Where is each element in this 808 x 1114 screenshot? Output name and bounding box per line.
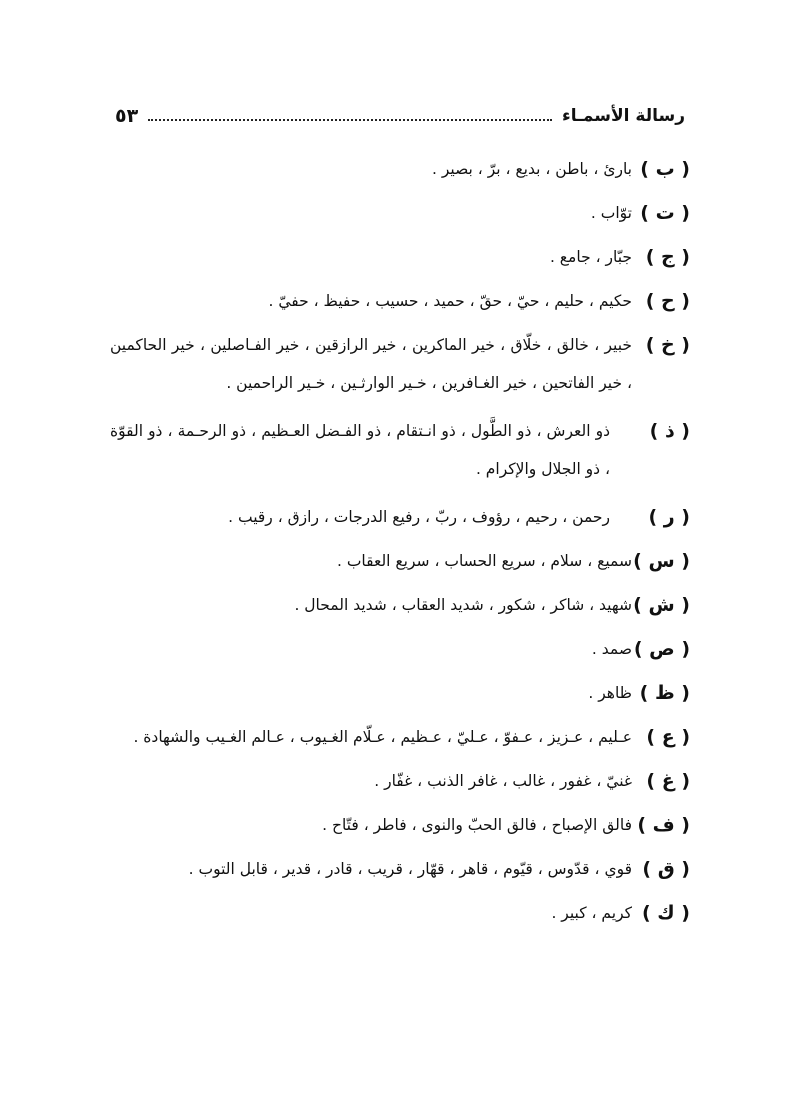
entry-text: عـليم ، عـزيز ، عـفوّ ، عـليّ ، عـظيم ، عـلّام الغـيوب ، عـالم الغـيب والشهادة . [133, 728, 632, 746]
entry-letter: ( ج ) [645, 246, 690, 268]
list-item [110, 762, 690, 800]
list-item [110, 894, 690, 932]
entry-text: غنيّ ، غفور ، غالب ، غافر الذنب ، غفّار . [374, 772, 632, 790]
list-item [110, 412, 690, 488]
entry-text: رحمن ، رحيم ، رؤوف ، ربّ ، رفيع الدرجات ، رازق ، رقيب . [228, 508, 610, 526]
entry-letter: ( غ ) [646, 770, 690, 792]
list-item [110, 194, 690, 232]
entry-text: جبّار ، جامع . [549, 248, 632, 266]
entry-letter: ( ع ) [646, 726, 690, 748]
entry-text: توّاب . [590, 204, 632, 222]
entry-letter: ( ص ) [633, 638, 690, 660]
entry-text: ذو العرش ، ذو الطَّول ، ذو انـتقام ، ذو الفـضل العـظيم ، ذو الرحـمة ، ذو القوّة ، ذو الجلال والإكرام . [110, 422, 610, 478]
entry-text: ظاهر . [588, 684, 632, 702]
entry-letter: ( ش ) [633, 594, 690, 616]
entry-text: كريم ، كبير . [551, 904, 632, 922]
entry-letter: ( ر ) [648, 506, 690, 528]
list-item [110, 850, 690, 888]
entry-text: حكيم ، حليم ، حيّ ، حقّ ، حميد ، حسيب ، حفيظ ، حفيّ . [268, 292, 632, 310]
entry-letter: ( خ ) [645, 334, 690, 356]
list-item [110, 238, 690, 276]
entry-text: فالق الإصباح ، فالق الحبّ والنوى ، فاطر ، فتّاح . [322, 816, 632, 834]
entry-letter: ( ق ) [642, 858, 690, 880]
entry-letter: ( ذ ) [649, 420, 690, 442]
list-item [110, 674, 690, 712]
list-item [110, 718, 690, 756]
list-item [110, 586, 690, 624]
header-title: رسالة الأسمـاء [562, 106, 685, 126]
list-item [110, 630, 690, 668]
header-dot-leader [148, 119, 552, 121]
entry-letter: ( س ) [633, 550, 690, 572]
entry-letter: ( ك ) [641, 902, 690, 924]
entry-letter: ( ح ) [645, 290, 690, 312]
entry-text: شهيد ، شاكر ، شكور ، شديد العقاب ، شديد المحال . [294, 596, 632, 614]
page-number: ٥٣ [115, 105, 139, 127]
entry-text: قوي ، قدّوس ، قيّوم ، قاهر ، قهّار ، قريب ، قادر ، قدير ، قابل التوب . [188, 860, 632, 878]
running-header [115, 100, 685, 132]
entry-text: خبير ، خالق ، خلّاق ، خير الماكرين ، خير الرازقين ، خير الفـاصلين ، خير الحاكمين ، خير الفاتحين ، خير الغـافرين ، خـير الوارثـين ، خـير الراحمين . [110, 336, 632, 392]
list-item [110, 498, 690, 536]
list-item [110, 542, 690, 580]
names-list [110, 150, 690, 932]
entry-text: سميع ، سلام ، سريع الحساب ، سريع العقاب . [336, 552, 632, 570]
entry-letter: ( ظ ) [639, 682, 690, 704]
entry-letter: ( ب ) [640, 158, 690, 180]
entry-text: صمد . [591, 640, 632, 658]
list-item [110, 326, 690, 402]
list-item [110, 282, 690, 320]
entry-letter: ( ت ) [640, 202, 690, 224]
entry-letter: ( ف ) [637, 814, 690, 836]
entry-text: بارئ ، باطن ، بديع ، برّ ، بصير . [432, 160, 632, 178]
list-item [110, 806, 690, 844]
list-item [110, 150, 690, 188]
